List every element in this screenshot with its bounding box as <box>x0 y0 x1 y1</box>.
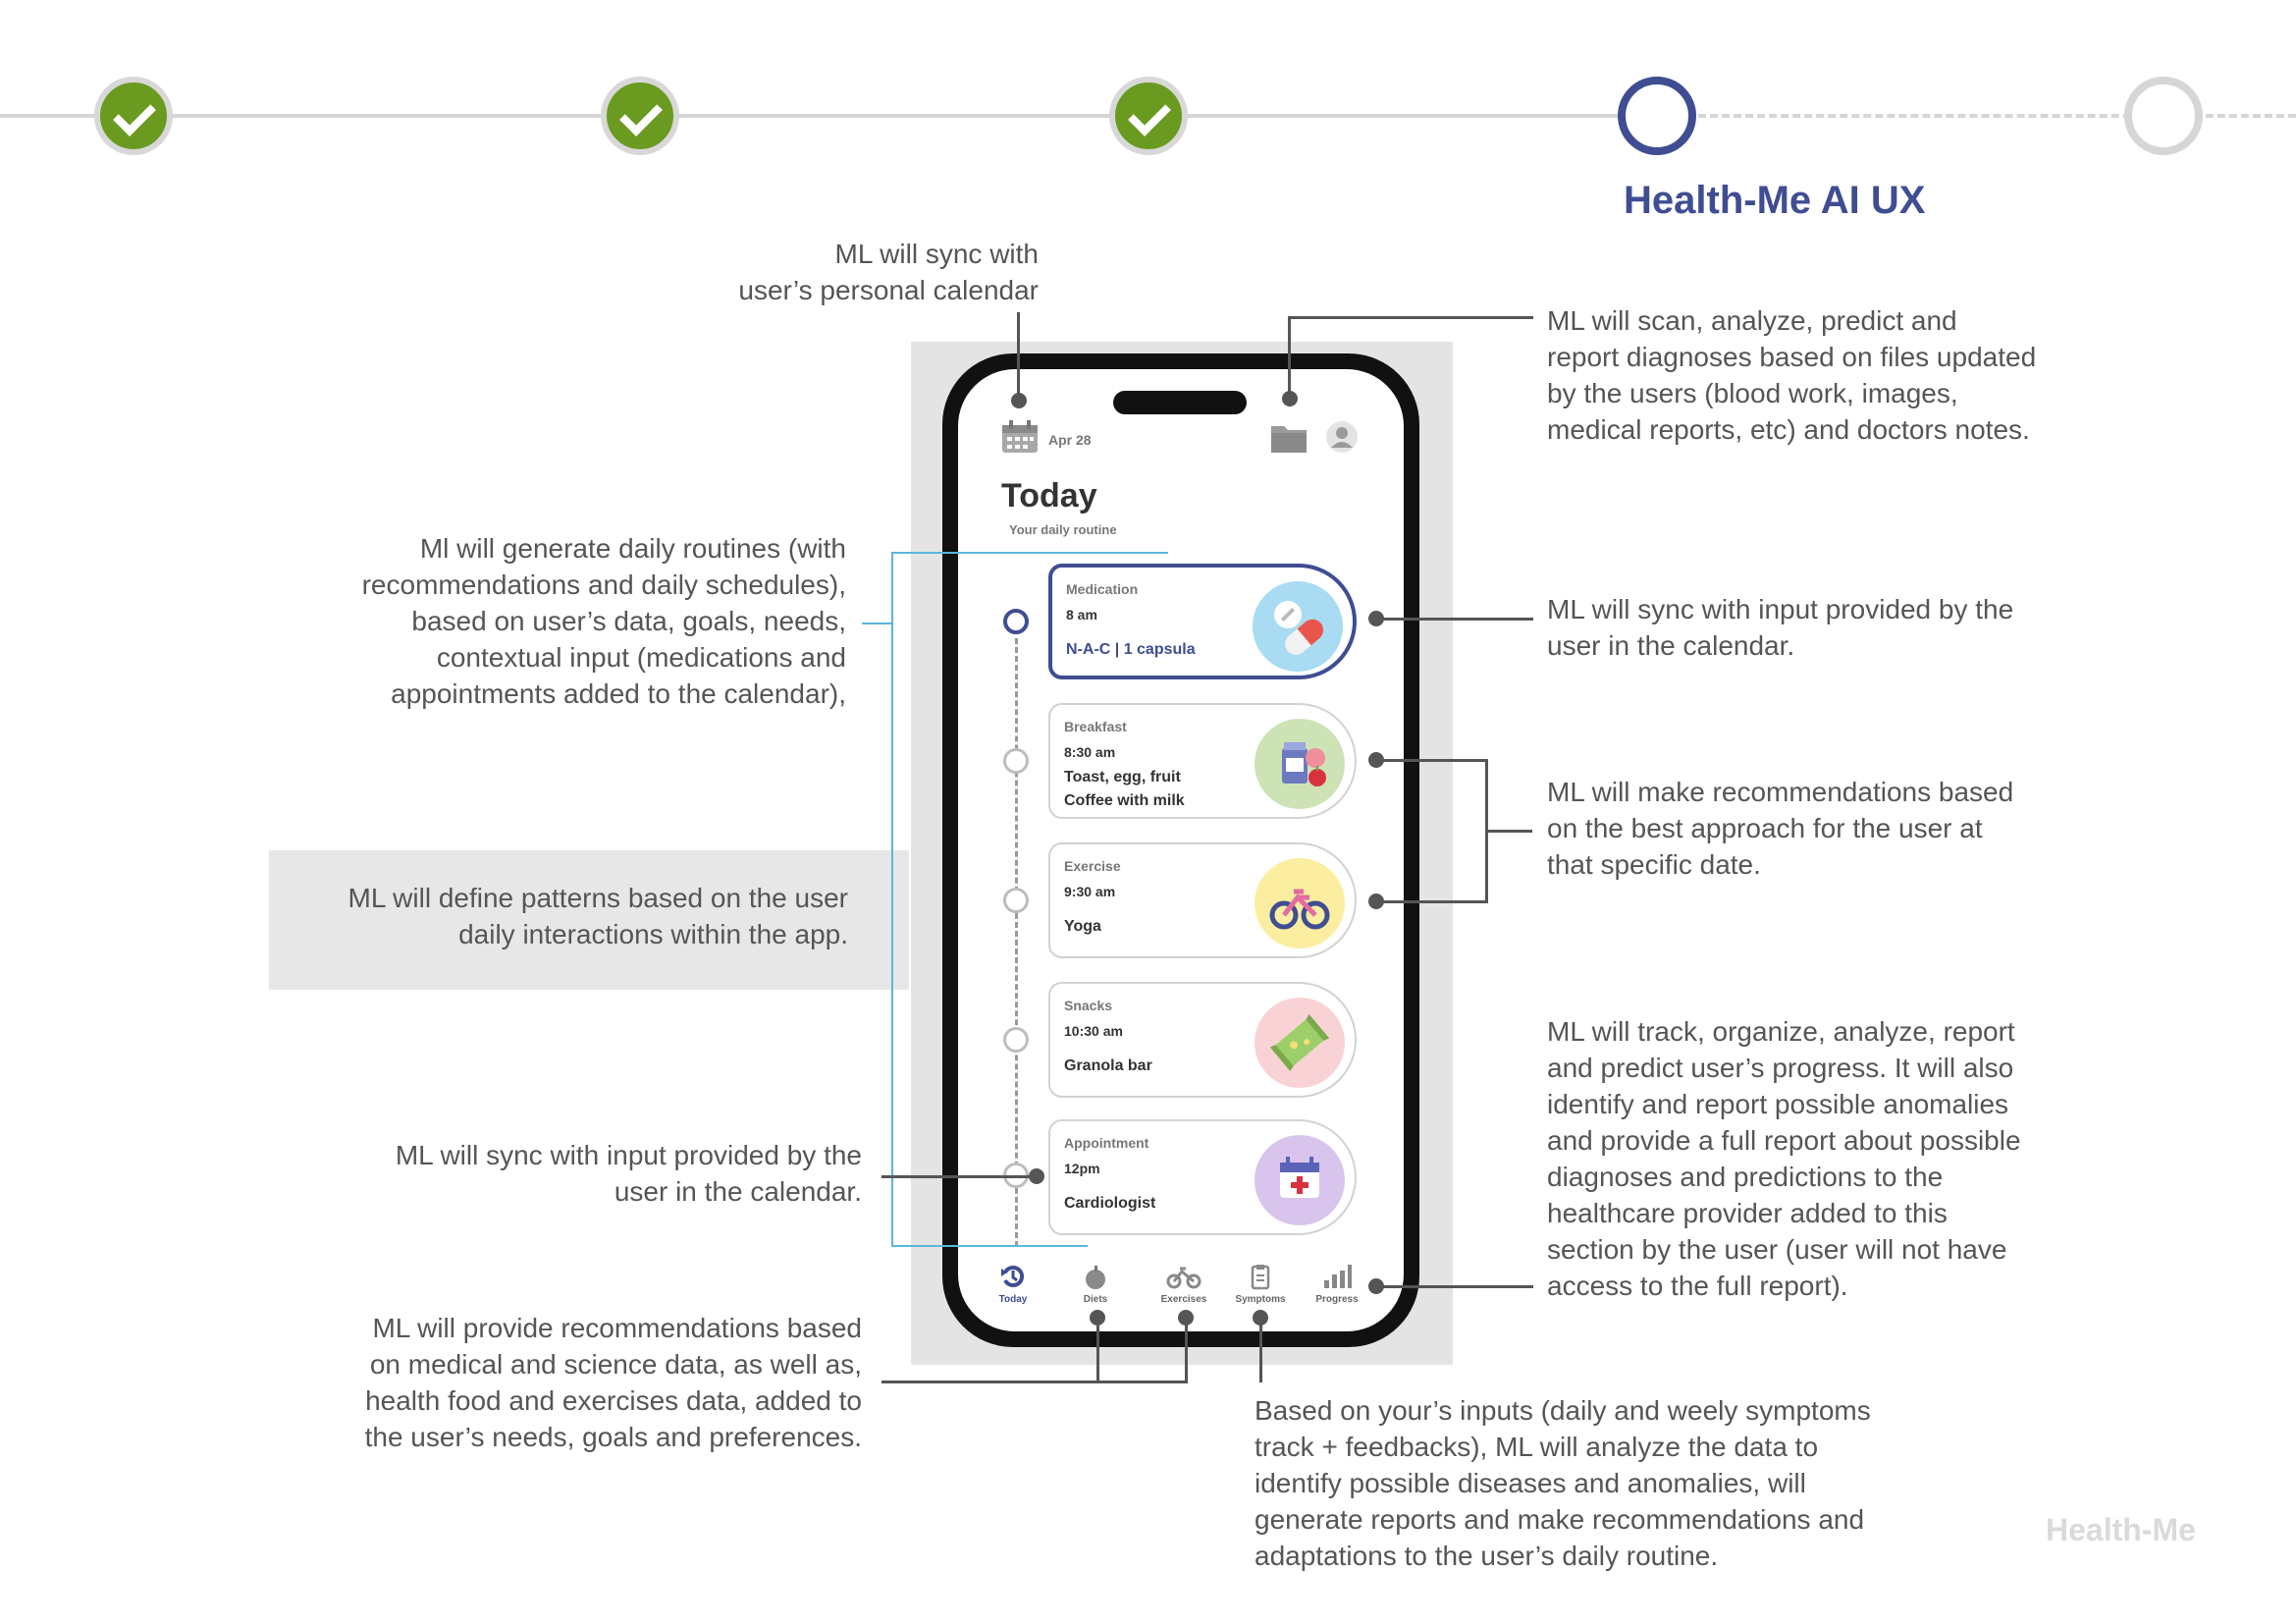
connector-progress <box>1382 1285 1533 1288</box>
routines-bracket-top <box>891 552 1168 554</box>
connector-calendar <box>1017 312 1020 401</box>
card-description: Yoga <box>1064 918 1101 935</box>
timeline-node-medication[interactable] <box>1003 609 1029 634</box>
note-line: based on user’s data, goals, needs, <box>411 606 846 636</box>
note-patterns <box>279 880 848 952</box>
note-line: appointments added to the calendar), <box>391 678 846 709</box>
recommend-bracket-top <box>1382 759 1488 762</box>
bar-chart-icon <box>1321 1263 1353 1290</box>
note-line: user in the calendar. <box>614 1176 862 1207</box>
routines-bracket-bottom <box>891 1245 1088 1247</box>
note-line: generate reports and make recommendations and <box>1255 1504 1865 1535</box>
routines-bracket-pointer <box>862 623 891 624</box>
note-line: user’s personal calendar <box>738 275 1039 305</box>
note-progress <box>1547 1013 2097 1304</box>
card-time: 10:30 am <box>1064 1023 1123 1039</box>
progress-track-done <box>0 114 1626 118</box>
page-title: Today <box>1001 477 1097 514</box>
note-files <box>1547 302 2097 448</box>
note-line: ML will provide recommendations based <box>372 1313 862 1343</box>
card-category: Medication <box>1066 581 1139 597</box>
note-line: ML will define patterns based on the user <box>347 883 848 913</box>
connector-files-v <box>1288 316 1291 399</box>
nav-label: Symptoms <box>1235 1294 1286 1305</box>
header-date: Apr 28 <box>1048 432 1092 448</box>
card-time: 12pm <box>1064 1161 1100 1176</box>
nav-label: Exercises <box>1160 1294 1207 1305</box>
apple-icon <box>1082 1263 1109 1290</box>
nav-label: Today <box>998 1294 1028 1305</box>
routines-bracket-side <box>891 552 893 1247</box>
card-description: Granola bar <box>1064 1057 1152 1074</box>
granola-bar-icon <box>1255 998 1345 1088</box>
card-category: Breakfast <box>1064 719 1127 734</box>
note-line: section by the user (user will not have <box>1547 1234 2007 1265</box>
avatar[interactable] <box>1325 420 1359 454</box>
step-4-current[interactable] <box>1618 77 1696 155</box>
note-line: and provide a full report about possible <box>1547 1125 2021 1156</box>
clipboard-icon <box>1247 1263 1274 1290</box>
card-category: Snacks <box>1064 998 1113 1013</box>
calendar-medical-icon <box>1255 1135 1345 1225</box>
note-line: access to the full report). <box>1547 1271 1848 1301</box>
note-line: by the users (blood work, images, <box>1547 378 1958 408</box>
connector-dot-files <box>1282 391 1298 406</box>
note-line: adaptations to the user’s daily routine. <box>1255 1541 1719 1571</box>
card-time: 8 am <box>1066 607 1097 623</box>
note-line: ML will track, organize, analyze, report <box>1547 1016 2015 1047</box>
nav-progress[interactable] <box>1308 1263 1366 1305</box>
routine-card-medication[interactable] <box>1048 564 1357 679</box>
phone-notch <box>1113 391 1247 414</box>
note-line: report diagnoses based on files updated <box>1547 342 2037 372</box>
page-subtitle: Your daily routine <box>1009 522 1117 537</box>
nav-today[interactable] <box>984 1263 1042 1305</box>
routine-card-snacks[interactable] <box>1048 982 1357 1098</box>
note-line: ML will make recommendations based <box>1547 777 2014 807</box>
step-1-complete-check-icon[interactable] <box>94 77 173 155</box>
bicycle-icon <box>1166 1263 1201 1290</box>
nav-symptoms[interactable] <box>1231 1263 1290 1305</box>
note-line: that specific date. <box>1547 849 1761 880</box>
step-3-complete-check-icon[interactable] <box>1109 77 1188 155</box>
section-title: Health-Me AI UX <box>1624 179 1926 222</box>
note-line: diagnoses and predictions to the <box>1547 1162 1944 1192</box>
connector-medication <box>1382 618 1533 621</box>
recommend-bracket-bottom <box>1382 900 1488 903</box>
note-line: Ml will generate daily routines (with <box>419 533 846 564</box>
card-category: Exercise <box>1064 858 1121 874</box>
note-line: contextual input (medications and <box>436 642 846 673</box>
diet-bracket-v1 <box>1096 1324 1099 1382</box>
nav-label: Progress <box>1315 1294 1359 1305</box>
note-line: ML will sync with <box>834 239 1039 269</box>
progress-track-remaining <box>1698 114 2296 118</box>
note-symptoms <box>1255 1392 1942 1574</box>
note-line: identify possible diseases and anomalies, will <box>1255 1468 1806 1498</box>
note-line: user in the calendar. <box>1547 630 1795 661</box>
routine-card-breakfast[interactable] <box>1048 703 1357 819</box>
connector-appointment <box>881 1175 1031 1178</box>
note-diet-exercise <box>294 1310 862 1455</box>
routine-card-appointment[interactable] <box>1048 1119 1357 1235</box>
note-line: medical reports, etc) and doctors notes. <box>1547 414 2030 445</box>
timeline-line <box>1015 638 1018 1247</box>
breakfast-icon <box>1255 719 1345 809</box>
card-description: Cardiologist <box>1064 1195 1156 1212</box>
connector-dot-appointment <box>1029 1168 1044 1184</box>
connector-symptoms <box>1259 1324 1262 1382</box>
timeline-node-breakfast[interactable] <box>1003 748 1029 774</box>
card-description: Toast, egg, fruit <box>1064 769 1181 785</box>
bicycle-icon <box>1255 858 1345 948</box>
nav-diets[interactable] <box>1066 1263 1125 1305</box>
card-category: Appointment <box>1064 1135 1149 1151</box>
folder-icon[interactable] <box>1270 422 1308 454</box>
note-line: identify and report possible anomalies <box>1547 1089 2009 1119</box>
note-line: healthcare provider added to this <box>1547 1198 1948 1228</box>
note-line: ML will sync with input provided by the <box>395 1140 862 1170</box>
connector-dot-calendar <box>1011 393 1027 408</box>
card-description: N-A-C | 1 capsula <box>1066 641 1196 658</box>
pill-icon <box>1253 581 1343 672</box>
note-line: daily interactions within the app. <box>458 919 848 949</box>
note-routines <box>294 530 846 712</box>
nav-exercises[interactable] <box>1154 1263 1213 1305</box>
today-icon <box>999 1263 1027 1290</box>
brand-watermark: Health-Me <box>2046 1512 2196 1547</box>
routine-card-exercise[interactable] <box>1048 842 1357 958</box>
note-line: the user’s needs, goals and preferences. <box>364 1422 862 1452</box>
note-input-sync-right <box>1547 591 2097 664</box>
card-description: Coffee with milk <box>1064 792 1185 809</box>
card-time: 9:30 am <box>1064 884 1116 899</box>
note-line: and predict user’s progress. It will also <box>1547 1053 2014 1083</box>
note-calendar-sync <box>632 236 1039 308</box>
note-line: track + feedbacks), ML will analyze the data to <box>1255 1432 1819 1462</box>
card-time: 8:30 am <box>1064 744 1116 760</box>
diet-bracket-h <box>881 1380 1188 1383</box>
nav-label: Diets <box>1083 1294 1108 1305</box>
timeline-node-exercise[interactable] <box>1003 888 1029 913</box>
note-line: on medical and science data, as well as, <box>369 1349 862 1380</box>
step-2-complete-check-icon[interactable] <box>601 77 679 155</box>
recommend-bracket-pointer <box>1485 830 1532 833</box>
note-recommendations <box>1547 774 2097 883</box>
note-line: on the best approach for the user at <box>1547 813 1983 843</box>
note-line: recommendations and daily schedules), <box>361 569 846 600</box>
step-5-upcoming[interactable] <box>2124 77 2203 155</box>
note-line: ML will scan, analyze, predict and <box>1547 305 1957 336</box>
timeline-node-snacks[interactable] <box>1003 1027 1029 1053</box>
note-line: health food and exercises data, added to <box>365 1385 862 1416</box>
diet-bracket-v2 <box>1185 1324 1188 1382</box>
connector-files-h <box>1288 316 1533 319</box>
note-line: Based on your’s inputs (daily and weely symptoms <box>1255 1395 1871 1426</box>
calendar-icon[interactable] <box>1001 420 1039 454</box>
note-line: ML will sync with input provided by the <box>1547 594 2014 624</box>
note-input-sync-left <box>294 1137 862 1210</box>
